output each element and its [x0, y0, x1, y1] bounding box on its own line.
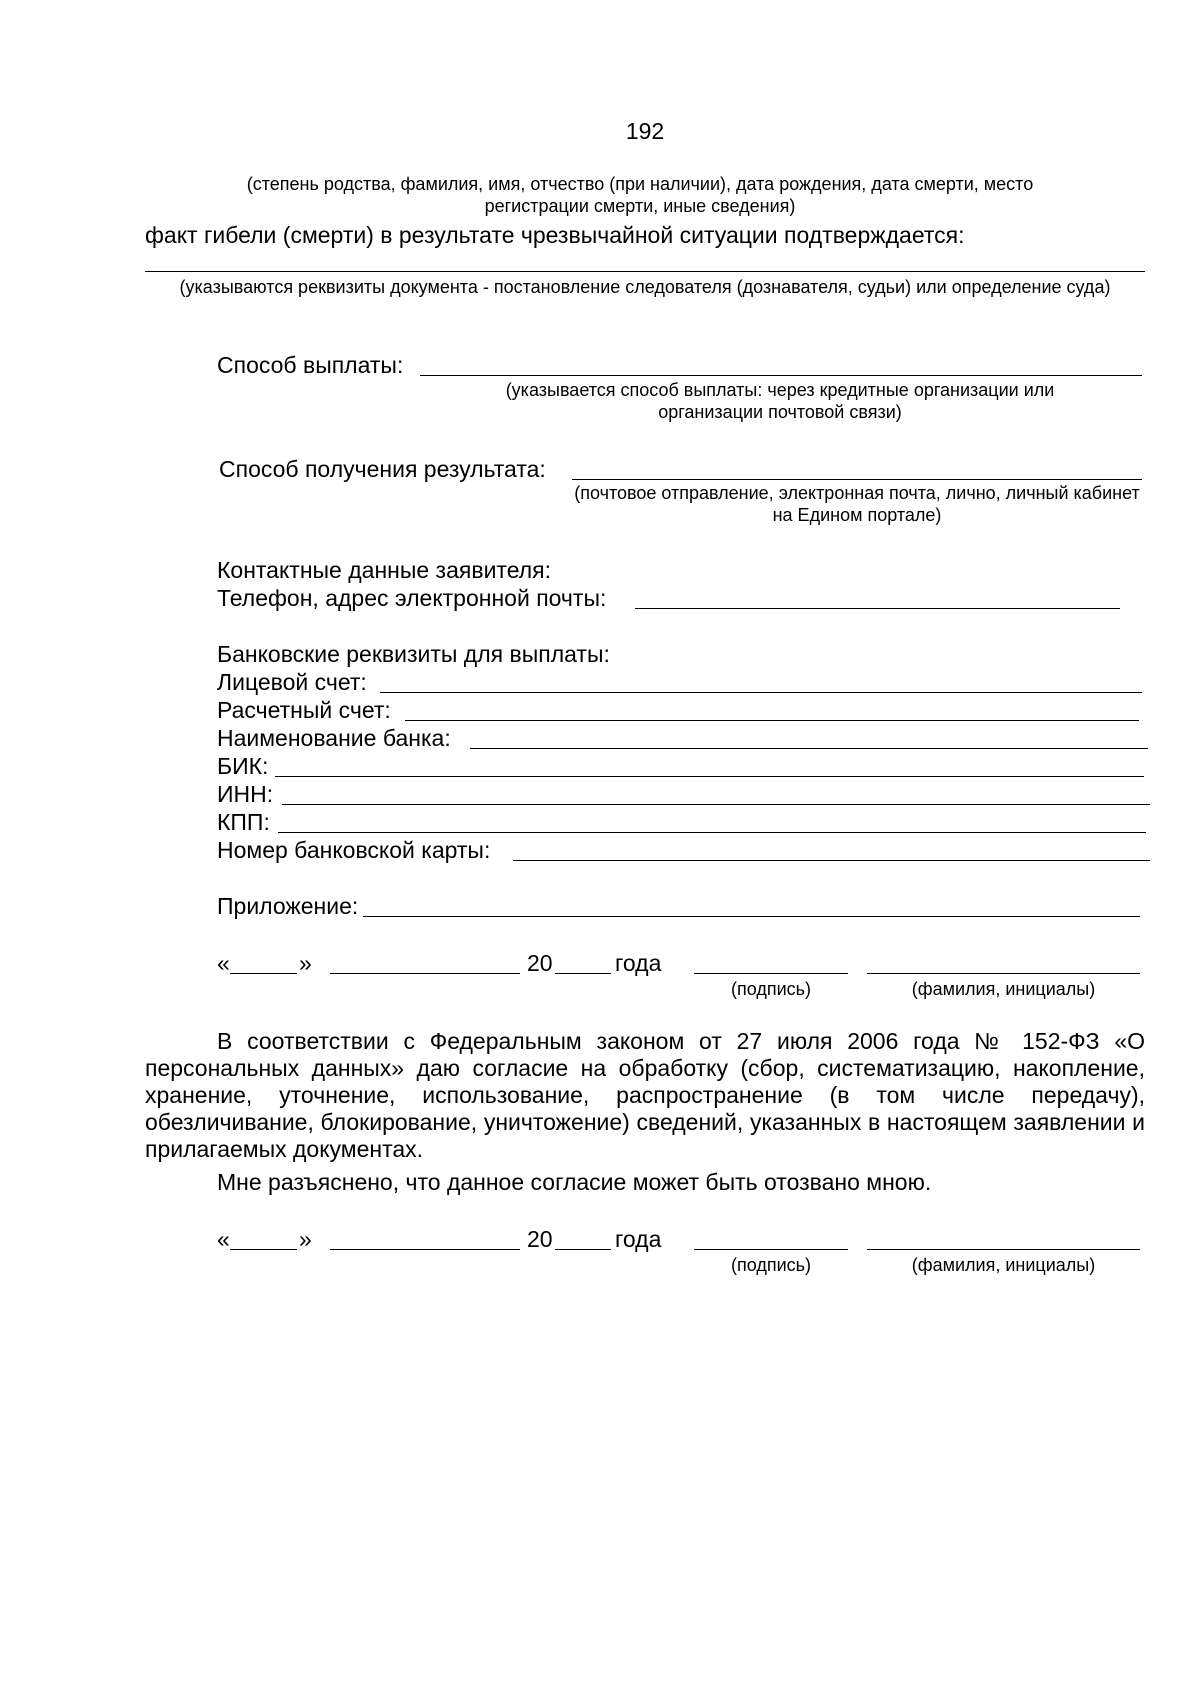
inn-field[interactable] [282, 804, 1150, 805]
date-year-word: года [615, 950, 662, 976]
note-relative-details: (степень родства, фамилия, имя, отчество (при наличии), дата рождения, дата смерти, место регистрации смерти, иные сведения) [246, 174, 1034, 216]
result-method-label: Способ получения результата: [219, 456, 546, 482]
date-year-field[interactable] [555, 1249, 611, 1250]
settlement-account-field[interactable] [405, 720, 1139, 721]
consent-paragraph: В соответствии с Федеральным законом от 27 июля 2006 года № 152-ФЗ «О персональных данных» даю согласие на обработку (сбор, систематизацию, накопление, хранение, уточнение, использование, распространение (в том числе передачу), обезличивание, блокирование, уничтожение) сведений, указанных в настоящем заявлении и прилагаемых документах. [145, 1028, 1145, 1162]
phone-email-label: Телефон, адрес электронной почты: [217, 585, 607, 611]
note-document-details: (указываются реквизиты документа - постановление следователя (дознавателя, судьи) или определение суда) [179, 277, 1111, 297]
bik-field[interactable] [275, 776, 1144, 777]
bank-card-field[interactable] [513, 860, 1150, 861]
document-details-line[interactable] [145, 271, 1145, 272]
date-day-field[interactable] [230, 973, 297, 974]
appendix-label: Приложение: [217, 893, 359, 919]
name-initials-field[interactable] [867, 973, 1140, 974]
bank-heading: Банковские реквизиты для выплаты: [217, 641, 610, 667]
signature-field[interactable] [694, 1249, 848, 1250]
result-method-field[interactable] [572, 479, 1142, 480]
bank-field-label: Лицевой счет: [217, 669, 367, 695]
signature-note: (подпись) [730, 979, 812, 999]
date-day-field[interactable] [230, 1249, 297, 1250]
page-number: 192 [625, 118, 665, 144]
date-month-field[interactable] [330, 1249, 520, 1250]
payment-method-field[interactable] [420, 375, 1142, 376]
date-month-field[interactable] [330, 973, 520, 974]
date-quote-open: « [217, 950, 230, 976]
date-quote-close: » [299, 1226, 312, 1252]
bank-field-label: Наименование банка: [217, 725, 451, 751]
date-year-field[interactable] [555, 973, 611, 974]
result-method-note: (почтовое отправление, электронная почта, лично, личный кабинет на Едином портале) [574, 483, 1140, 525]
bank-field-label: БИК: [217, 753, 269, 779]
contacts-heading: Контактные данные заявителя: [217, 557, 551, 583]
fact-of-death-text: факт гибели (смерти) в результате чрезвычайной ситуации подтверждается: [145, 222, 965, 248]
name-initials-field[interactable] [867, 1249, 1140, 1250]
signature-field[interactable] [694, 973, 848, 974]
payment-method-label: Способ выплаты: [217, 352, 404, 378]
date-quote-open: « [217, 1226, 230, 1252]
signature-note: (подпись) [730, 1255, 812, 1275]
date-year-word: года [615, 1226, 662, 1252]
date-year-prefix: 20 [527, 1226, 553, 1252]
date-quote-close: » [299, 950, 312, 976]
appendix-field[interactable] [363, 916, 1140, 917]
name-initials-note: (фамилия, инициалы) [911, 979, 1096, 999]
date-year-prefix: 20 [527, 950, 553, 976]
bank-field-label: КПП: [217, 809, 270, 835]
kpp-field[interactable] [278, 832, 1146, 833]
bank-name-field[interactable] [470, 748, 1148, 749]
phone-email-field[interactable] [635, 608, 1120, 609]
bank-field-label: ИНН: [217, 781, 274, 807]
personal-account-field[interactable] [380, 692, 1142, 693]
bank-field-label: Номер банковской карты: [217, 837, 491, 863]
name-initials-note: (фамилия, инициалы) [911, 1255, 1096, 1275]
bank-field-label: Расчетный счет: [217, 697, 391, 723]
payment-method-note: (указывается способ выплаты: через кредитные организации или организации почтовой связи) [505, 380, 1055, 422]
consent-revocation-text: Мне разъяснено, что данное согласие может быть отозвано мною. [217, 1169, 932, 1195]
